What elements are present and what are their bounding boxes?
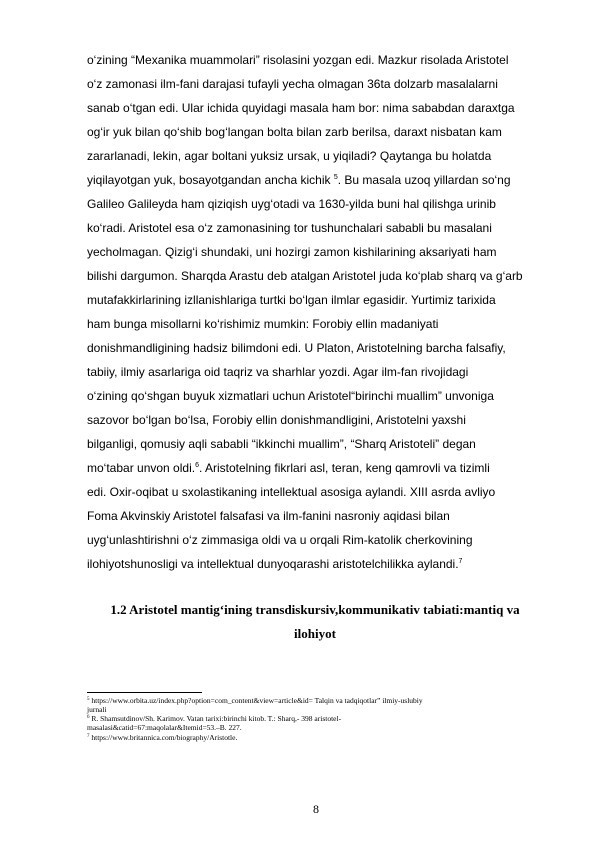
line-text: ilohiyotshunosligi va intellektual dunyoqarashi aristotelchilikka aylandi. [87,557,459,571]
paragraph-line: uyg‘unlashtirishni o‘z zimmasiga oldi va u orqali Rim-katolik cherkovining [87,533,473,547]
line-text: . Bu masala uzoq yillardan so‘ng [337,173,511,187]
section-heading: 1.2 Aristotel mantig‘ining transdiskursiv,kommunikativ tabiati:mantiq va [110,602,520,617]
line-text: mo‘tabar unvon oldi. [87,461,196,475]
paragraph-line: tabiiy, ilmiy asarlariga oid taqriz va sharhlar yozdi. Agar ilm-fan rivojidagi [87,365,469,379]
footnote-text: https://www.orbita.uz/index.php?option=com_content&view=article&id= Talqin va tadqiqotlar” ilmiy-uslubiy [89,696,423,705]
footnote-6 [87,714,341,723]
paragraph-line: sazovor bo‘lgan bo‘lsa, Forobiy ellin donishmandligini, Aristotelni yaxshi [87,413,466,427]
paragraph-line: Foma Akvinskiy Aristotel falsafasi va ilm-fanini nasroniy aqidasi bilan [87,509,450,523]
footnote-7[interactable] [87,733,237,742]
footnote-text: https://www.britannica.com/biography/Aristotle. [89,733,238,742]
line-text: yiqilayotgan yuk, bosayotgandan ancha kichik [87,173,331,187]
paragraph-line: bilishi dargumon. Sharqda Arastu deb atalgan Aristotel juda ko‘plab sharq va g‘arb [87,269,523,283]
paragraph-line: o‘zining qo‘shgan buyuk xizmatlari uchun Aristotel“birinchi muallim” unvoniga [87,389,494,403]
footnote-divider [87,692,202,693]
section-heading-continued: ilohiyot [294,626,336,641]
footnote-ref[interactable]: 5 [333,174,338,181]
footnote-number: 7 [87,734,90,739]
footnote-ref[interactable]: 6 [195,462,199,469]
paragraph-line: ham bunga misollarni ko‘rishimiz mumkin: Forobiy ellin madaniyati [87,317,439,331]
paragraph-line: zararlanadi, lekin, agar boltani yuksiz ursak, u yiqiladi? Qaytanga bu holatda [87,149,492,163]
paragraph-line: mutafakkirlarining izllanishlariga turtki bo‘lgan ilmlar egasidir. Yurtimiz tarixida [87,293,496,307]
footnote-ref[interactable]: 7 [458,558,463,565]
footnote-text: R. Shamsutdinov/Sh. Karimov. Vatan tarixi:birinchi kitob. T.: Sharq,- 398 aristotel- [89,714,342,723]
paragraph-line: og‘ir yuk bilan qo‘shib bog‘langan bolta bilan zarb berilsa, daraxt nisbatan kam [87,125,502,139]
paragraph-line: o‘z zamonasi ilm-fani darajasi tufayli yecha olmagan 36ta dolzarb masalalarni [87,77,498,91]
footnote-5-continued: jurnali [87,705,107,714]
line-text: . Aristotelning fikrlari asl, teran, keng qamrovli va tizimli [198,461,490,475]
page-number: 8 [313,802,319,816]
paragraph-line [87,557,462,571]
footnote-6-continued: masalasi&catid=67:maqolalar&Itemid=53.–B. 227. [87,723,242,732]
paragraph-line: ko‘radi. Aristotel esa o‘z zamonasining tor tushunchalari sababli bu masalani [87,221,492,235]
footnote-number: 6 [87,715,90,720]
paragraph-line [87,173,511,187]
paragraph-line: o‘zining “Mexanika muammolari” risolasini yozgan edi. Mazkur risolada Aristotel [87,53,509,67]
paragraph-line: yecholmagan. Qizig‘i shundaki, uni hozirgi zamon kishilarining aksariyati ham [87,245,497,259]
paragraph-line: bilganligi, qomusiy aqli sababli “ikkinchi muallim”, “Sharq Aristoteli” degan [87,437,476,451]
paragraph-line: sanab o‘tgan edi. Ular ichida quyidagi masala ham bor: nima sababdan daraxtga [87,101,515,115]
footnote-5[interactable] [87,696,423,705]
paragraph-line: Galileo Galileyda ham qiziqish uyg‘otadi va 1630-yilda buni hal qilishga urinib [87,197,496,211]
paragraph-line: donishmandligining hadsiz bilimdoni edi. U Platon, Aristotelning barcha falsafiy, [87,341,506,355]
footnote-number: 5 [87,697,90,702]
paragraph-line [87,461,490,475]
paragraph-line: edi. Oxir-oqibat u sxolastikaning intellektual asosiga aylandi. XIII asrda avliyo [87,485,496,499]
